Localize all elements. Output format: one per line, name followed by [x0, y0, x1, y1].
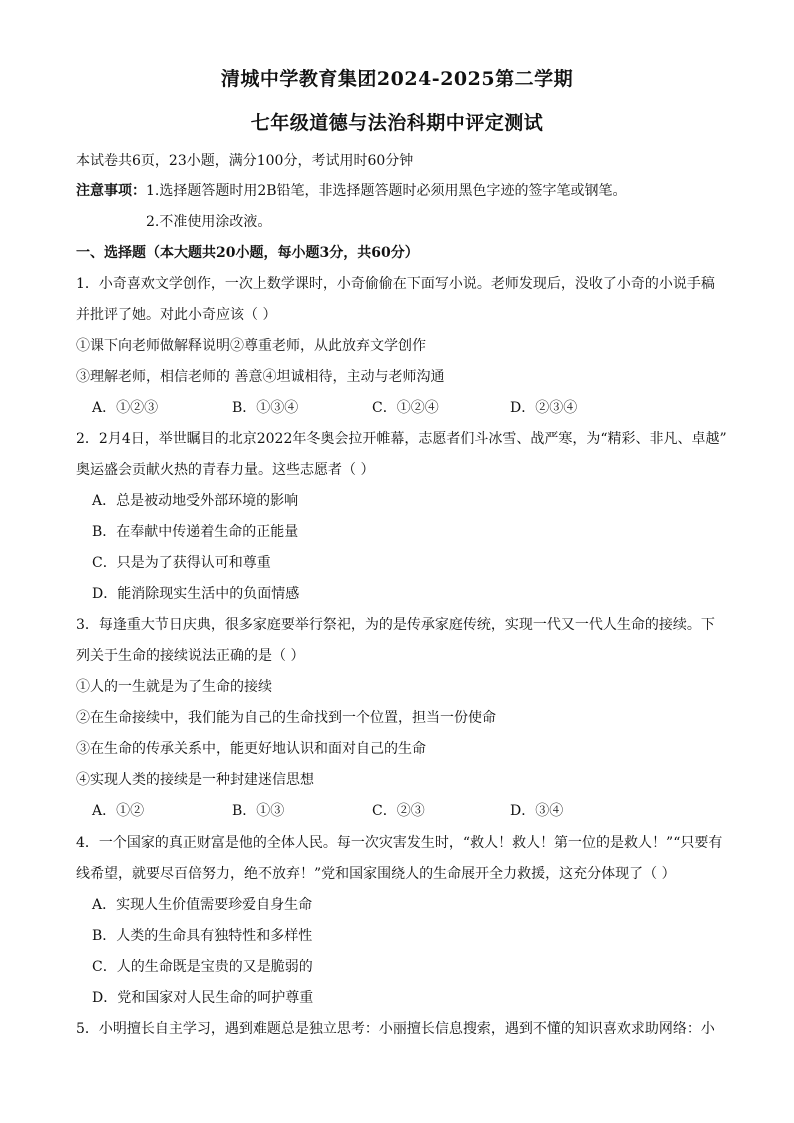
q4-stem-line-1: 4．一个国家的真正财富是他的全体人民。每一次灾害发生时，“救人！救人！第一位的是救人！”“只要有: [76, 835, 723, 851]
q3-item-2: ②在生命接续中，我们能为自己的生命找到一个位置，担当一份使命: [76, 710, 496, 726]
q3-option-a: A．①②: [92, 803, 145, 819]
exam-subtitle: 七年级道德与法治科期中评定测试: [250, 112, 544, 134]
q2-stem-line-2: 奥运盛会贡献火热的青春力量。这些志愿者（ ）: [76, 462, 375, 478]
q3-item-1: ①人的一生就是为了生命的接续: [76, 679, 272, 695]
exam-info: 本试卷共6页，23小题，满分100分，考试用时60分钟: [76, 153, 414, 169]
q2-option-d: D．能消除现实生活中的负面情感: [92, 586, 300, 602]
q1-option-c: C．①②④: [372, 400, 439, 416]
q3-option-c: C．②③: [372, 803, 425, 819]
q2-stem-line-1: 2．2月4日，举世瞩目的北京2022年冬奥会拉开帷幕，志愿者们斗冰雪、战严寒，为“精彩、非凡、卓越”: [76, 431, 727, 447]
q4-option-c: C．人的生命既是宝贵的又是脆弱的: [92, 959, 313, 975]
q3-item-3: ③在生命的传承关系中，能更好地认识和面对自己的生命: [76, 741, 426, 757]
q1-stem-line-1: 1．小奇喜欢文学创作，一次上数学课时，小奇偷偷在下面写小说。老师发现后，没收了小奇的小说手稿: [76, 276, 715, 292]
q4-option-a: A．实现人生价值需要珍爱自身生命: [92, 897, 313, 913]
q3-item-4: ④实现人类的接续是一种封建迷信思想: [76, 772, 314, 788]
q1-option-d: D．②③④: [510, 400, 578, 416]
notice-label: 注意事项：: [76, 183, 146, 199]
q4-option-b: B．人类的生命具有独特性和多样性: [92, 928, 313, 944]
q3-option-d: D．③④: [510, 803, 564, 819]
q1-item-2: ③理解老师，相信老师的 善意④坦诚相待，主动与老师沟通: [76, 369, 445, 385]
q1-option-b: B．①③④: [232, 400, 299, 416]
exam-title: 清城中学教育集团2024-2025第二学期: [220, 68, 574, 90]
q2-option-a: A．总是被动地受外部环境的影响: [92, 493, 299, 509]
q1-options: [92, 397, 577, 417]
q1-option-a: A．①②③: [92, 400, 159, 416]
q3-options: [92, 800, 563, 820]
notice-item-2: 2.不准使用涂改液。: [146, 214, 272, 230]
notice-line-1: [76, 180, 627, 200]
q1-item-1: ①课下向老师做解释说明②尊重老师，从此放弃文学创作: [76, 338, 426, 354]
q3-stem-line-1: 3．每逢重大节日庆典，很多家庭要举行祭祀，为的是传承家庭传统，实现一代又一代人生命的接续。下: [76, 617, 715, 633]
q2-option-b: B．在奉献中传递着生命的正能量: [92, 524, 299, 540]
q5-stem-line-1: 5．小明擅长自主学习，遇到难题总是独立思考：小丽擅长信息搜索，遇到不懂的知识喜欢求助网络：小: [76, 1021, 715, 1037]
q3-option-b: B．①③: [232, 803, 285, 819]
q1-stem-line-2: 并批评了她。对此小奇应该（ ）: [76, 307, 277, 323]
q4-stem-line-2: 线希望，就要尽百倍努力，绝不放弃！”党和国家围绕人的生命展开全力救援，这充分体现了（ ）: [76, 866, 676, 882]
q4-option-d: D．党和国家对人民生命的呵护尊重: [92, 990, 314, 1006]
q2-option-c: C．只是为了获得认可和尊重: [92, 555, 271, 571]
q3-stem-line-2: 列关于生命的接续说法正确的是（ ）: [76, 648, 305, 664]
section-heading: 一、选择题（本大题共20小题，每小题3分，共60分）: [76, 245, 419, 261]
notice-item-1: 1.选择题答题时用2B铅笔，非选择题答题时必须用黑色字迹的签字笔或钢笔。: [146, 183, 627, 199]
